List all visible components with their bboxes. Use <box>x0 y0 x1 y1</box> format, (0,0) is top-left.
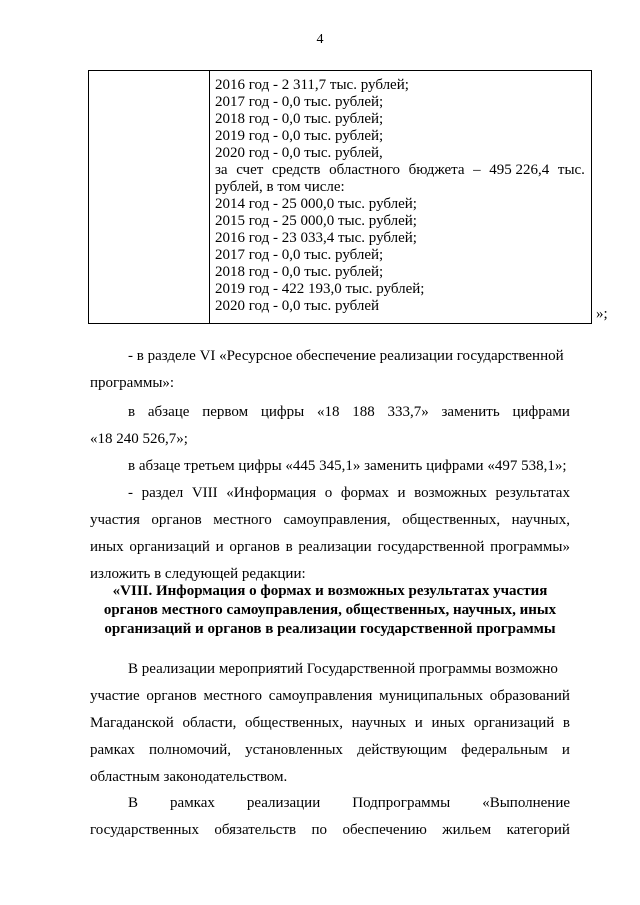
word: по <box>311 822 328 838</box>
closing-quote: »; <box>596 306 608 322</box>
word: местного <box>203 688 263 704</box>
word: действующим <box>357 742 447 758</box>
text-line <box>90 683 570 710</box>
word: научных <box>351 715 407 731</box>
word: области, <box>182 715 237 731</box>
word: средств <box>271 162 321 178</box>
word: организаций <box>473 715 555 731</box>
table-right-column <box>215 77 589 315</box>
text-line: в абзаце третьем цифры «445 345,1» заменить цифрами «497 538,1»; <box>128 458 567 474</box>
word: заменить <box>441 404 500 420</box>
table-line: 2017 год - 0,0 тыс. рублей; <box>215 94 384 110</box>
text-line: областным законодательством. <box>90 769 288 785</box>
word: формах <box>340 485 389 501</box>
table-line: 2015 год - 25 000,0 тыс. рублей; <box>215 213 417 229</box>
section-vi-amendment <box>90 343 570 397</box>
word: государственной <box>377 539 485 555</box>
word: в <box>562 715 570 731</box>
text-line <box>90 790 570 817</box>
paragraph-first-abzac <box>90 399 570 453</box>
table-line: 2018 год - 0,0 тыс. рублей; <box>215 111 384 127</box>
table-line: 2020 год - 0,0 тыс. рублей <box>215 298 380 314</box>
table-line: 2016 год - 2 311,7 тыс. рублей; <box>215 77 409 93</box>
word: государственных <box>90 822 199 838</box>
text-line <box>90 710 570 737</box>
word: 495 226,4 <box>489 162 550 178</box>
word: в <box>128 404 136 420</box>
word: рамках <box>90 742 135 758</box>
word: общественных, <box>402 512 501 528</box>
body-paragraph-1 <box>90 656 570 791</box>
word: цифры <box>260 404 305 420</box>
word: органов <box>151 512 202 528</box>
word: результатах <box>495 485 570 501</box>
word: иных <box>90 539 124 555</box>
word: установленных <box>245 742 343 758</box>
text-line: В реализации мероприятий Государственной программы возможно <box>128 661 558 677</box>
heading-line: организаций и органов в реализации государственной программы <box>104 621 556 637</box>
table-line: 2018 год - 0,0 тыс. рублей; <box>215 264 384 280</box>
word: участие <box>90 688 140 704</box>
text-line <box>90 817 570 844</box>
heading-line: органов местного самоуправления, общественных, научных, иных <box>103 602 557 618</box>
word: счет <box>236 162 264 178</box>
word: и <box>215 539 224 555</box>
body-paragraph-2 <box>90 790 570 844</box>
word: муниципальных <box>379 688 483 704</box>
word: первом <box>202 404 249 420</box>
word: общественных, <box>245 715 343 731</box>
word: органов <box>146 688 197 704</box>
budget-table <box>88 70 592 324</box>
table-line: 2014 год - 25 000,0 тыс. рублей; <box>215 196 417 212</box>
table-line: 2017 год - 0,0 тыс. рублей; <box>215 247 384 263</box>
word: В <box>128 795 139 811</box>
word: и <box>561 742 570 758</box>
paragraph-third-abzac <box>90 453 570 480</box>
word: полномочий, <box>149 742 232 758</box>
heading-line: «VIII. Информация о формах и возможных результатах участия <box>112 583 548 599</box>
table-line: 2020 год - 0,0 тыс. рублей, <box>215 145 383 161</box>
word: «18 <box>316 404 340 420</box>
word: «Выполнение <box>482 795 570 811</box>
table-line: 2016 год - 23 033,4 тыс. рублей; <box>215 230 417 246</box>
page-number: 4 <box>316 32 324 47</box>
word: за <box>215 162 228 178</box>
word: Подпрограммы <box>352 795 451 811</box>
word: иных <box>431 715 466 731</box>
word: категорий <box>506 822 570 838</box>
word: «Информация <box>226 485 317 501</box>
table-left-column <box>89 71 210 323</box>
text-line: - в разделе VI «Ресурсное обеспечение реализации государственной <box>128 348 564 364</box>
word: областного <box>329 162 401 178</box>
word: тыс. <box>557 162 585 178</box>
word: – <box>473 162 481 178</box>
section-viii-amendment <box>90 480 570 588</box>
table-line: рублей, в том числе: <box>215 179 345 195</box>
text-line <box>90 507 570 534</box>
text-line: «18 240 526,7»; <box>90 431 188 447</box>
word: местного <box>213 512 272 528</box>
word: программы» <box>490 539 570 555</box>
table-line: 2019 год - 422 193,0 тыс. рублей; <box>215 281 425 297</box>
word: реализации <box>246 795 321 811</box>
word: обязательств <box>214 822 297 838</box>
word: абзаце <box>147 404 190 420</box>
word: - <box>128 485 133 501</box>
word: федеральным <box>461 742 548 758</box>
text-line <box>90 480 570 507</box>
table-line: 2019 год - 0,0 тыс. рублей; <box>215 128 384 144</box>
word: цифрами <box>512 404 570 420</box>
section-heading <box>90 582 570 639</box>
word: о <box>324 485 333 501</box>
word: самоуправления, <box>283 512 391 528</box>
word: и <box>397 485 406 501</box>
word: Магаданской <box>90 715 174 731</box>
word: 333,7» <box>387 404 429 420</box>
word: реализации <box>298 539 372 555</box>
word: жильем <box>442 822 492 838</box>
word: раздел <box>141 485 184 501</box>
word: бюджета <box>408 162 465 178</box>
word: органов <box>229 539 280 555</box>
word: возможных <box>414 485 487 501</box>
text-line: изложить в следующей редакции: <box>90 566 306 582</box>
word: научных, <box>511 512 570 528</box>
word: в <box>285 539 293 555</box>
text-line <box>90 534 570 561</box>
word: VIII <box>191 485 218 501</box>
word: участия <box>90 512 140 528</box>
text-line <box>90 737 570 764</box>
word: 188 <box>352 404 375 420</box>
word: образований <box>489 688 570 704</box>
word: рамках <box>170 795 215 811</box>
word: организаций <box>129 539 210 555</box>
text-line: программы»: <box>90 375 175 391</box>
text-line <box>90 399 570 426</box>
word: самоуправления <box>268 688 373 704</box>
word: и <box>414 715 423 731</box>
regional-budget-line <box>215 162 585 179</box>
word: обеспечению <box>342 822 427 838</box>
